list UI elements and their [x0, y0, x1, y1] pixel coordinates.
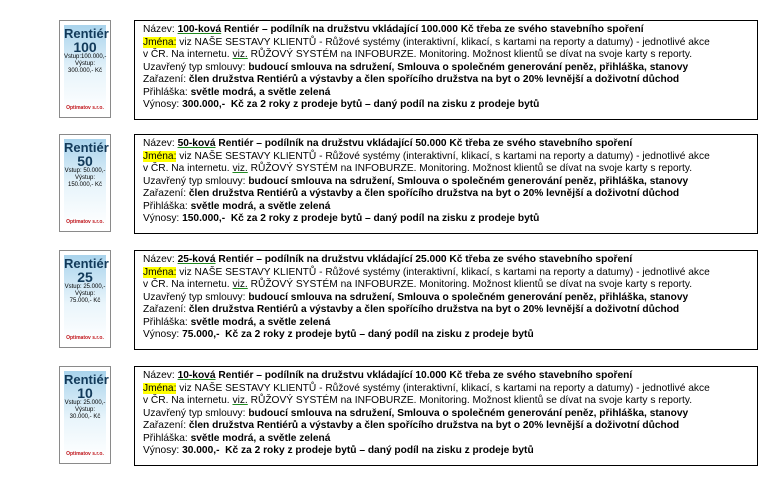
vynosy-label: Výnosy:: [143, 329, 180, 340]
zarazeni-text: člen družstva Rentiérů a výstavby a člen spořícího družstva na byt o 20% levnější a doživotní důchod: [188, 420, 680, 431]
internet-line: [143, 163, 751, 176]
rentier-card[interactable]: [59, 250, 111, 348]
internet-text-pre: v ČR. Na internetu.: [143, 395, 230, 406]
rentier-card-face: [64, 371, 109, 459]
jmena-line: [143, 383, 751, 396]
nazev-label: Název:: [143, 138, 175, 149]
internet-text-post: RŮŽOVÝ SYSTÉM na INFOBURZE. Monitoring. Možnost klientů se dívat na svoje karty s reporty.: [250, 163, 693, 174]
smlouva-line: [143, 408, 751, 421]
nazev-line: [143, 370, 751, 383]
prihlaska-label: Přihláška:: [143, 316, 188, 328]
rentier-description-box: [134, 134, 758, 234]
jmena-line: [143, 267, 751, 280]
vynosy-value: 30.000,-: [182, 445, 220, 456]
rentier-description-box: [134, 20, 758, 120]
prihlaska-text: světle modrá, a světle zelená: [190, 86, 331, 98]
vynosy-label: Výnosy:: [143, 445, 180, 456]
prihlaska-text: světle modrá, a světle zelená: [190, 432, 331, 444]
card-amount: 10: [77, 385, 93, 401]
card-title: Rentiér: [64, 372, 109, 387]
smlouva-text: budoucí smlouva na sdružení, Smlouva o společném generování peněz, přihláška, stanovy: [248, 291, 689, 303]
rentier-row: [0, 134, 761, 239]
zarazeni-line: [143, 420, 751, 433]
prihlaska-label: Přihláška:: [143, 200, 188, 212]
card-exit-value: 30.000,- Kč: [69, 414, 101, 420]
nazev-label: Název:: [143, 254, 175, 265]
smlouva-label: Uzavřený typ smlouvy:: [143, 175, 246, 187]
vynosy-label: Výnosy:: [143, 213, 180, 224]
vynosy-line: [143, 329, 751, 342]
zarazeni-text: člen družstva Rentiérů a výstavby a člen spořícího družstva na byt o 20% levnější a doživotní důchod: [188, 304, 680, 315]
viz-link: viz.: [232, 395, 248, 406]
card-exit-value: 300.000,- Kč: [67, 68, 103, 74]
card-exit: Výstup:: [74, 175, 95, 181]
card-entry: Vstup: 25.000,-: [64, 400, 106, 406]
vynosy-text: Kč za 2 roky z prodeje bytů – daný podíl na zisku z prodeje bytů: [230, 99, 540, 110]
zarazeni-label: Zařazení:: [143, 420, 187, 431]
jmena-text: viz NAŠE SESTAVY KLIENTŮ - Růžové systémy (interaktivní, klikací, s kartami na reporty a datumy) - jednotlivé akce: [179, 36, 710, 48]
jmena-text: viz NAŠE SESTAVY KLIENTŮ - Růžové systémy (interaktivní, klikací, s kartami na reporty a datumy) - jednotlivé akce: [179, 266, 710, 278]
nazev-text: Rentiér – podílník na družstvu vkládající 25.000 Kč třeba ze svého stavebního spoření: [218, 254, 633, 265]
vynosy-text: Kč za 2 roky z prodeje bytů – daný podíl na zisku z prodeje bytů: [225, 445, 534, 456]
jmena-label: Jména:: [143, 266, 177, 278]
jmena-label: Jména:: [143, 382, 177, 394]
card-entry: Vstup: 25.000,-: [64, 284, 106, 290]
smlouva-text: budoucí smlouva na sdružení, Smlouva o společném generování peněz, přihláška, stanovy: [248, 407, 689, 419]
rentier-row: [0, 20, 761, 125]
vynosy-label: Výnosy:: [143, 99, 180, 110]
zarazeni-label: Zařazení:: [143, 74, 187, 85]
card-brand: Optimatov s.r.o.: [66, 451, 104, 457]
vynosy-line: [143, 213, 751, 226]
zarazeni-line: [143, 188, 751, 201]
internet-line: [143, 279, 751, 292]
smlouva-line: [143, 292, 751, 305]
nazev-label: Název:: [143, 24, 175, 35]
nazev-amount: 100-ková: [177, 24, 222, 35]
zarazeni-text: člen družstva Rentiérů a výstavby a člen spořícího družstva na byt o 20% levnější a doživotní důchod: [188, 74, 680, 85]
jmena-label: Jména:: [143, 150, 177, 162]
zarazeni-line: [143, 304, 751, 317]
vynosy-value: 150.000,-: [182, 213, 226, 224]
card-amount: 50: [77, 153, 93, 169]
internet-text-pre: v ČR. Na internetu.: [143, 279, 230, 290]
prihlaska-label: Přihláška:: [143, 86, 188, 98]
smlouva-label: Uzavřený typ smlouvy:: [143, 291, 246, 303]
nazev-line: [143, 138, 751, 151]
smlouva-text: budoucí smlouva na sdružení, Smlouva o společném generování peněz, přihláška, stanovy: [248, 175, 689, 187]
prihlaska-label: Přihláška:: [143, 432, 188, 444]
card-title: Rentiér: [64, 26, 109, 41]
vynosy-line: [143, 445, 751, 458]
internet-text-post: RŮŽOVÝ SYSTÉM na INFOBURZE. Monitoring. Možnost klientů se dívat na svoje karty s reporty.: [250, 395, 693, 406]
nazev-amount: 25-ková: [177, 254, 216, 265]
nazev-text: Rentiér – podílník na družstvu vkládající 50.000 Kč třeba ze svého stavebního spoření: [218, 138, 633, 149]
card-brand: Optimatov s.r.o.: [66, 335, 104, 341]
rentier-description-box: [134, 250, 758, 350]
smlouva-label: Uzavřený typ smlouvy:: [143, 61, 246, 73]
card-brand: Optimatov s.r.o.: [66, 105, 104, 111]
vynosy-text: Kč za 2 roky z prodeje bytů – daný podíl na zisku z prodeje bytů: [225, 329, 534, 340]
smlouva-line: [143, 62, 751, 75]
nazev-line: [143, 254, 751, 267]
rentier-card[interactable]: [59, 20, 111, 118]
vynosy-value: 300.000,-: [182, 99, 226, 110]
rentier-card[interactable]: [59, 366, 111, 464]
rentier-row: [0, 366, 761, 471]
jmena-label: Jména:: [143, 36, 177, 48]
card-brand: Optimatov s.r.o.: [66, 219, 104, 225]
jmena-line: [143, 151, 751, 164]
nazev-line: [143, 24, 751, 37]
zarazeni-label: Zařazení:: [143, 304, 187, 315]
smlouva-text: budoucí smlouva na sdružení, Smlouva o společném generování peněz, přihláška, stanovy: [248, 61, 689, 73]
prihlaska-line: [143, 87, 751, 100]
card-amount: 100: [73, 39, 97, 55]
viz-link: viz.: [232, 163, 248, 174]
vynosy-line: [143, 99, 751, 112]
viz-link: viz.: [232, 279, 248, 290]
nazev-text: Rentiér – podílník na družstvu vkládající 100.000 Kč třeba ze svého stavebního spoření: [224, 24, 644, 35]
rentier-row: [0, 250, 761, 355]
card-exit: Výstup:: [74, 407, 95, 413]
card-exit-value: 150.000,- Kč: [67, 182, 103, 188]
prihlaska-line: [143, 201, 751, 214]
jmena-text: viz NAŠE SESTAVY KLIENTŮ - Růžové systémy (interaktivní, klikací, s kartami na reporty a datumy) - jednotlivé akce: [179, 382, 710, 394]
card-exit-value: 75.000,- Kč: [69, 298, 101, 304]
prihlaska-line: [143, 317, 751, 330]
jmena-text: viz NAŠE SESTAVY KLIENTŮ - Růžové systémy (interaktivní, klikací, s kartami na reporty a datumy) - jednotlivé akce: [179, 150, 710, 162]
rentier-card-face: [64, 139, 109, 227]
card-exit: Výstup:: [74, 291, 95, 297]
internet-text-post: RŮŽOVÝ SYSTÉM na INFOBURZE. Monitoring. Možnost klientů se dívat na svoje karty s reporty.: [250, 279, 693, 290]
internet-line: [143, 395, 751, 408]
viz-link: viz.: [232, 49, 248, 60]
smlouva-label: Uzavřený typ smlouvy:: [143, 407, 246, 419]
internet-line: [143, 49, 751, 62]
rentier-description-box: [134, 366, 758, 466]
smlouva-line: [143, 176, 751, 189]
rentier-card-face: [64, 25, 109, 113]
nazev-text: Rentiér – podílník na družstvu vkládající 10.000 Kč třeba ze svého stavebního spoření: [218, 370, 633, 381]
nazev-amount: 10-ková: [177, 370, 216, 381]
card-title: Rentiér: [64, 256, 109, 271]
nazev-label: Název:: [143, 370, 175, 381]
nazev-amount: 50-ková: [177, 138, 216, 149]
prihlaska-line: [143, 433, 751, 446]
prihlaska-text: světle modrá, a světle zelená: [190, 316, 331, 328]
jmena-line: [143, 37, 751, 50]
internet-text-pre: v ČR. Na internetu.: [143, 49, 230, 60]
rentier-card-face: [64, 255, 109, 343]
prihlaska-text: světle modrá, a světle zelená: [190, 200, 331, 212]
zarazeni-label: Zařazení:: [143, 188, 187, 199]
internet-text-post: RŮŽOVÝ SYSTÉM na INFOBURZE. Monitoring. Možnost klientů se dívat na svoje karty s reporty.: [250, 49, 693, 60]
vynosy-value: 75.000,-: [182, 329, 220, 340]
vynosy-text: Kč za 2 roky z prodeje bytů – daný podíl na zisku z prodeje bytů: [230, 213, 540, 224]
internet-text-pre: v ČR. Na internetu.: [143, 163, 230, 174]
zarazeni-line: [143, 74, 751, 87]
card-entry: Vstup: 50.000,-: [64, 168, 106, 174]
card-amount: 25: [77, 269, 93, 285]
card-title: Rentiér: [64, 140, 109, 155]
rentier-card[interactable]: [59, 134, 111, 232]
card-entry: Vstup:100.000,-: [64, 54, 107, 60]
zarazeni-text: člen družstva Rentiérů a výstavby a člen spořícího družstva na byt o 20% levnější a doživotní důchod: [188, 188, 680, 199]
card-exit: Výstup:: [74, 61, 95, 67]
